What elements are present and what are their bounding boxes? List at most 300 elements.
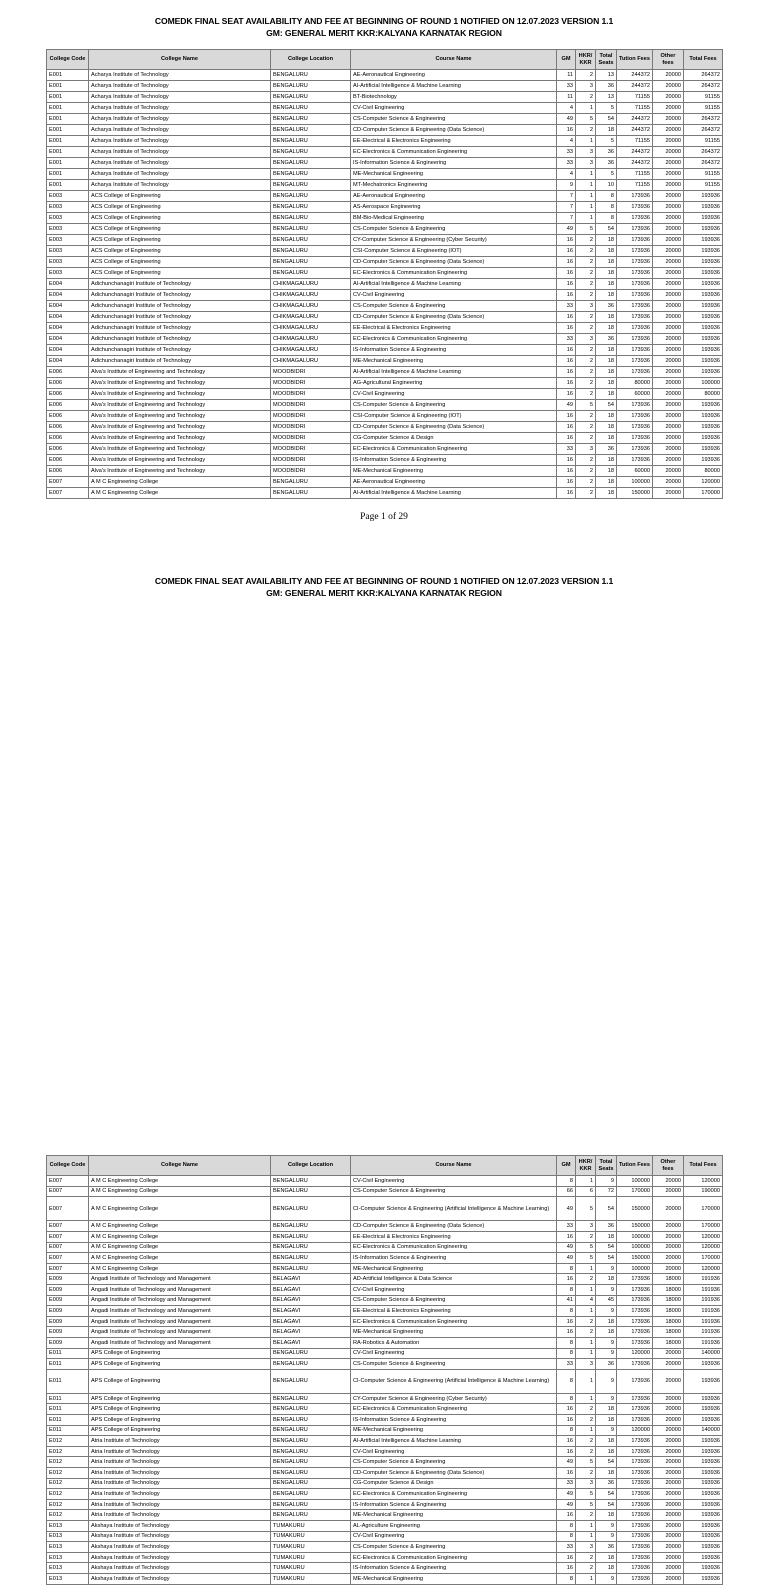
cell-college-name: Acharya Institute of Technology: [89, 158, 271, 169]
cell-tuition-fees: 60000: [617, 389, 653, 400]
header-total-seats: Total Seats: [596, 1156, 617, 1176]
header-course-name: Course Name: [351, 50, 557, 70]
cell-college-location: BENGALURU: [271, 81, 351, 92]
cell-tuition-fees: 173936: [617, 1457, 653, 1468]
table-row: [47, 235, 723, 246]
cell-tuition-fees: 173936: [617, 1274, 653, 1285]
cell-college-code: E004: [47, 323, 89, 334]
cell-tuition-fees: 244372: [617, 158, 653, 169]
cell-total-seats: 9: [596, 1573, 617, 1584]
cell-college-code: E012: [47, 1499, 89, 1510]
cell-total-fees: 193936: [684, 268, 723, 279]
cell-total-fees: 170000: [684, 1197, 723, 1221]
cell-course-name: IS-Information Science & Engineering: [351, 1253, 557, 1264]
cell-college-location: BENGALURU: [271, 1446, 351, 1457]
cell-tuition-fees: 173936: [617, 356, 653, 367]
cell-other-fees: 20000: [653, 444, 684, 455]
cell-total-fees: 264372: [684, 114, 723, 125]
cell-other-fees: 20000: [653, 1489, 684, 1500]
cell-course-name: CV-Civil Engineering: [351, 389, 557, 400]
cell-tuition-fees: 173936: [617, 279, 653, 290]
header-gm-seats: GM: [557, 1156, 576, 1176]
cell-tuition-fees: 173936: [617, 1510, 653, 1521]
cell-college-location: BENGALURU: [271, 224, 351, 235]
cell-kkr-seats: 1: [576, 213, 596, 224]
cell-total-seats: 54: [596, 400, 617, 411]
cell-college-location: BENGALURU: [271, 92, 351, 103]
table-row: [47, 1197, 723, 1221]
cell-tuition-fees: 173936: [617, 433, 653, 444]
cell-gm-seats: 16: [557, 378, 576, 389]
cell-tuition-fees: 173936: [617, 1478, 653, 1489]
cell-tuition-fees: 173936: [617, 367, 653, 378]
cell-course-name: IS-Information Science & Engineering: [351, 455, 557, 466]
cell-course-name: ME-Mechanical Engineering: [351, 1327, 557, 1338]
cell-other-fees: 20000: [653, 367, 684, 378]
cell-college-code: E009: [47, 1295, 89, 1306]
cell-college-code: E011: [47, 1404, 89, 1415]
table-row: [47, 356, 723, 367]
cell-college-name: Atria Institute of Technology: [89, 1499, 271, 1510]
table-row: [47, 202, 723, 213]
cell-kkr-seats: 2: [576, 378, 596, 389]
table-row: [47, 125, 723, 136]
cell-college-location: BENGALURU: [271, 477, 351, 488]
cell-total-fees: 193936: [684, 290, 723, 301]
cell-other-fees: 20000: [653, 1542, 684, 1553]
cell-gm-seats: 16: [557, 1510, 576, 1521]
cell-college-name: Atria Institute of Technology: [89, 1436, 271, 1447]
cell-kkr-seats: 1: [576, 1348, 596, 1359]
cell-course-name: AE-Aeronautical Engineering: [351, 70, 557, 81]
table-row: [47, 1316, 723, 1327]
table-row: [47, 301, 723, 312]
cell-gm-seats: 11: [557, 92, 576, 103]
cell-other-fees: 20000: [653, 1478, 684, 1489]
cell-gm-seats: 16: [557, 422, 576, 433]
document-title: COMEDK FINAL SEAT AVAILABILITY AND FEE AT BEGINNING OF ROUND 1 NOTIFIED ON 12.07.2023 VERSION 1.1: [154, 16, 614, 26]
cell-total-seats: 54: [596, 1242, 617, 1253]
cell-college-location: BELAGAVI: [271, 1274, 351, 1285]
cell-tuition-fees: 71155: [617, 92, 653, 103]
cell-college-name: Acharya Institute of Technology: [89, 92, 271, 103]
cell-other-fees: 20000: [653, 279, 684, 290]
cell-college-location: BENGALURU: [271, 136, 351, 147]
page-number: Page 1 of 29: [360, 512, 408, 522]
cell-other-fees: 20000: [653, 1263, 684, 1274]
table-row: [47, 1542, 723, 1553]
table-row: [47, 114, 723, 125]
cell-college-location: BENGALURU: [271, 158, 351, 169]
cell-gm-seats: 16: [557, 455, 576, 466]
cell-total-seats: 9: [596, 1337, 617, 1348]
cell-college-location: CHIKMAGALURU: [271, 334, 351, 345]
cell-total-fees: 193936: [684, 367, 723, 378]
cell-course-name: EE-Electrical & Electronics Engineering: [351, 323, 557, 334]
cell-gm-seats: 9: [557, 180, 576, 191]
cell-other-fees: 20000: [653, 334, 684, 345]
cell-college-code: E006: [47, 378, 89, 389]
cell-other-fees: 20000: [653, 1521, 684, 1532]
cell-total-seats: 8: [596, 213, 617, 224]
table-row: [47, 1478, 723, 1489]
cell-college-location: BENGALURU: [271, 1359, 351, 1370]
table-row: [47, 1253, 723, 1264]
cell-other-fees: 20000: [653, 433, 684, 444]
cell-college-location: BENGALURU: [271, 1186, 351, 1197]
cell-college-name: Alva's Institute of Engineering and Technology: [89, 466, 271, 477]
cell-course-name: IS-Information Science & Engineering: [351, 345, 557, 356]
cell-other-fees: 20000: [653, 103, 684, 114]
cell-gm-seats: 33: [557, 334, 576, 345]
cell-gm-seats: 7: [557, 202, 576, 213]
seat-fee-table: [46, 49, 723, 499]
cell-college-code: E006: [47, 444, 89, 455]
cell-college-name: Acharya Institute of Technology: [89, 147, 271, 158]
cell-total-seats: 18: [596, 433, 617, 444]
document-page-2: [0, 560, 768, 1582]
cell-total-seats: 18: [596, 367, 617, 378]
cell-course-name: CS-Computer Science & Engineering: [351, 301, 557, 312]
cell-tuition-fees: 173936: [617, 1393, 653, 1404]
cell-course-name: IS-Information Science & Engineering: [351, 1563, 557, 1574]
cell-total-fees: 120000: [684, 477, 723, 488]
table-row: [47, 466, 723, 477]
cell-course-name: EC-Electronics & Communication Engineering: [351, 1552, 557, 1563]
header-college-code: College Code: [47, 50, 89, 70]
header-other-fees: Other fees: [653, 50, 684, 70]
cell-other-fees: 20000: [653, 1393, 684, 1404]
cell-other-fees: 20000: [653, 136, 684, 147]
cell-college-name: ACS College of Engineering: [89, 246, 271, 257]
table-row: [47, 180, 723, 191]
cell-course-name: CSI-Computer Science & Engineering (IOT): [351, 411, 557, 422]
cell-college-location: BENGALURU: [271, 1348, 351, 1359]
cell-other-fees: 20000: [653, 1446, 684, 1457]
cell-total-seats: 18: [596, 1415, 617, 1426]
cell-gm-seats: 16: [557, 290, 576, 301]
cell-course-name: EE-Electrical & Electronics Engineering: [351, 136, 557, 147]
cell-total-fees: 193936: [684, 1510, 723, 1521]
cell-tuition-fees: 173936: [617, 1542, 653, 1553]
table-row: [47, 400, 723, 411]
header-college-name: College Name: [89, 50, 271, 70]
cell-college-location: TUMAKURU: [271, 1573, 351, 1584]
table-row: [47, 1552, 723, 1563]
cell-college-name: ACS College of Engineering: [89, 257, 271, 268]
cell-kkr-seats: 2: [576, 1446, 596, 1457]
cell-total-seats: 8: [596, 202, 617, 213]
cell-other-fees: 20000: [653, 235, 684, 246]
cell-kkr-seats: 2: [576, 268, 596, 279]
cell-kkr-seats: 3: [576, 444, 596, 455]
cell-college-name: Atria Institute of Technology: [89, 1446, 271, 1457]
table-row: [47, 1446, 723, 1457]
cell-college-code: E003: [47, 202, 89, 213]
cell-college-name: Alva's Institute of Engineering and Technology: [89, 411, 271, 422]
cell-college-location: BENGALURU: [271, 1253, 351, 1264]
cell-gm-seats: 33: [557, 1542, 576, 1553]
cell-college-name: Akshaya Institute of Technology: [89, 1531, 271, 1542]
cell-total-seats: 36: [596, 334, 617, 345]
cell-course-name: CD-Computer Science & Engineering (Data Science): [351, 257, 557, 268]
cell-gm-seats: 16: [557, 1316, 576, 1327]
cell-tuition-fees: 173936: [617, 246, 653, 257]
cell-college-location: MOODBIDRI: [271, 466, 351, 477]
table-row: [47, 1369, 723, 1393]
cell-kkr-seats: 3: [576, 1478, 596, 1489]
cell-total-fees: 140000: [684, 1425, 723, 1436]
cell-total-seats: 36: [596, 158, 617, 169]
cell-course-name: CS-Computer Science & Engineering: [351, 224, 557, 235]
cell-kkr-seats: 5: [576, 1197, 596, 1221]
cell-college-code: E006: [47, 411, 89, 422]
cell-total-fees: 80000: [684, 389, 723, 400]
cell-course-name: MT-Mechatronics Engineering: [351, 180, 557, 191]
cell-college-code: E011: [47, 1393, 89, 1404]
cell-college-code: E003: [47, 213, 89, 224]
cell-other-fees: 20000: [653, 213, 684, 224]
cell-total-fees: 193936: [684, 422, 723, 433]
cell-college-location: BELAGAVI: [271, 1295, 351, 1306]
cell-other-fees: 20000: [653, 246, 684, 257]
cell-tuition-fees: 100000: [617, 1242, 653, 1253]
cell-college-code: E001: [47, 81, 89, 92]
cell-kkr-seats: 1: [576, 169, 596, 180]
cell-college-code: E009: [47, 1327, 89, 1338]
cell-college-code: E012: [47, 1510, 89, 1521]
cell-college-location: MOODBIDRI: [271, 400, 351, 411]
cell-total-seats: 9: [596, 1369, 617, 1393]
cell-total-seats: 18: [596, 411, 617, 422]
cell-college-location: BENGALURU: [271, 70, 351, 81]
cell-college-location: BENGALURU: [271, 257, 351, 268]
cell-course-name: EC-Electronics & Communication Engineering: [351, 1242, 557, 1253]
cell-gm-seats: 16: [557, 367, 576, 378]
table-row: [47, 191, 723, 202]
cell-total-seats: 18: [596, 1404, 617, 1415]
cell-course-name: IS-Information Science & Engineering: [351, 1415, 557, 1426]
cell-course-name: RA-Robotics & Automation: [351, 1337, 557, 1348]
table-row: [47, 323, 723, 334]
cell-other-fees: 18000: [653, 1284, 684, 1295]
cell-total-fees: 80000: [684, 466, 723, 477]
cell-tuition-fees: 71155: [617, 136, 653, 147]
cell-gm-seats: 33: [557, 147, 576, 158]
cell-gm-seats: 16: [557, 279, 576, 290]
cell-college-name: Atria Institute of Technology: [89, 1489, 271, 1500]
cell-total-seats: 18: [596, 477, 617, 488]
cell-other-fees: 20000: [653, 312, 684, 323]
header-college-location: College Location: [271, 50, 351, 70]
cell-college-name: ACS College of Engineering: [89, 235, 271, 246]
cell-college-name: Atria Institute of Technology: [89, 1478, 271, 1489]
cell-other-fees: 18000: [653, 1337, 684, 1348]
cell-course-name: CS-Computer Science & Engineering: [351, 1359, 557, 1370]
cell-college-name: ACS College of Engineering: [89, 224, 271, 235]
cell-tuition-fees: 170000: [617, 1186, 653, 1197]
cell-tuition-fees: 71155: [617, 180, 653, 191]
cell-college-name: Acharya Institute of Technology: [89, 103, 271, 114]
cell-kkr-seats: 3: [576, 1542, 596, 1553]
cell-course-name: ME-Mechanical Engineering: [351, 1510, 557, 1521]
cell-college-code: E009: [47, 1274, 89, 1285]
cell-total-seats: 9: [596, 1348, 617, 1359]
cell-gm-seats: 16: [557, 1446, 576, 1457]
cell-college-name: Atria Institute of Technology: [89, 1457, 271, 1468]
table-row: [47, 1221, 723, 1232]
cell-total-fees: 193936: [684, 279, 723, 290]
cell-other-fees: 20000: [653, 345, 684, 356]
cell-college-location: BENGALURU: [271, 1478, 351, 1489]
cell-course-name: CD-Computer Science & Engineering (Data Science): [351, 1468, 557, 1479]
cell-college-name: Angadi Institute of Technology and Management: [89, 1295, 271, 1306]
cell-course-name: ME-Mechanical Engineering: [351, 356, 557, 367]
cell-kkr-seats: 2: [576, 1552, 596, 1563]
cell-total-fees: 170000: [684, 1253, 723, 1264]
cell-total-seats: 5: [596, 103, 617, 114]
table-row: [47, 367, 723, 378]
cell-kkr-seats: 3: [576, 147, 596, 158]
table-row: [47, 378, 723, 389]
header-other-fees: Other fees: [653, 1156, 684, 1176]
cell-course-name: EC-Electronics & Communication Engineering: [351, 1316, 557, 1327]
cell-college-location: BENGALURU: [271, 1176, 351, 1187]
table-row: [47, 92, 723, 103]
cell-college-location: TUMAKURU: [271, 1552, 351, 1563]
cell-total-seats: 9: [596, 1393, 617, 1404]
cell-course-name: BM-Bio-Medical Engineering: [351, 213, 557, 224]
cell-total-fees: 193936: [684, 202, 723, 213]
cell-college-code: E001: [47, 70, 89, 81]
cell-college-location: MOODBIDRI: [271, 378, 351, 389]
cell-college-location: MOODBIDRI: [271, 433, 351, 444]
cell-kkr-seats: 2: [576, 356, 596, 367]
cell-tuition-fees: 80000: [617, 378, 653, 389]
cell-gm-seats: 33: [557, 81, 576, 92]
cell-gm-seats: 49: [557, 1499, 576, 1510]
cell-college-name: Adichunchanagiri Institute of Technology: [89, 334, 271, 345]
cell-other-fees: 18000: [653, 1316, 684, 1327]
cell-other-fees: 20000: [653, 1369, 684, 1393]
cell-course-name: CG-Computer Science & Design: [351, 1478, 557, 1489]
cell-total-seats: 18: [596, 345, 617, 356]
cell-gm-seats: 16: [557, 466, 576, 477]
table-row: [47, 268, 723, 279]
cell-college-name: APS College of Engineering: [89, 1425, 271, 1436]
cell-college-location: BENGALURU: [271, 1393, 351, 1404]
cell-gm-seats: 16: [557, 477, 576, 488]
cell-gm-seats: 49: [557, 1489, 576, 1500]
cell-total-seats: 54: [596, 1197, 617, 1221]
cell-course-name: CS-Computer Science & Engineering: [351, 1457, 557, 1468]
header-tuition-fees: Tution Fees: [617, 50, 653, 70]
cell-tuition-fees: 173936: [617, 1552, 653, 1563]
cell-total-seats: 5: [596, 169, 617, 180]
cell-other-fees: 20000: [653, 147, 684, 158]
cell-other-fees: 20000: [653, 202, 684, 213]
cell-total-seats: 54: [596, 224, 617, 235]
cell-gm-seats: 8: [557, 1531, 576, 1542]
cell-college-location: BENGALURU: [271, 1197, 351, 1221]
cell-gm-seats: 8: [557, 1393, 576, 1404]
cell-college-location: BENGALURU: [271, 1231, 351, 1242]
cell-kkr-seats: 1: [576, 1263, 596, 1274]
document-title: COMEDK FINAL SEAT AVAILABILITY AND FEE AT BEGINNING OF ROUND 1 NOTIFIED ON 12.07.2023 VERSION 1.1: [154, 576, 614, 586]
cell-course-name: CS-Computer Science & Engineering: [351, 114, 557, 125]
cell-tuition-fees: 150000: [617, 1197, 653, 1221]
cell-kkr-seats: 1: [576, 1573, 596, 1584]
cell-college-code: E009: [47, 1316, 89, 1327]
cell-other-fees: 20000: [653, 1531, 684, 1542]
table-row: [47, 1231, 723, 1242]
cell-kkr-seats: 2: [576, 466, 596, 477]
cell-college-name: Angadi Institute of Technology and Management: [89, 1316, 271, 1327]
cell-course-name: CS-Computer Science & Engineering: [351, 1295, 557, 1306]
cell-total-fees: 193936: [684, 1563, 723, 1574]
cell-other-fees: 20000: [653, 389, 684, 400]
cell-total-seats: 36: [596, 301, 617, 312]
cell-college-code: E001: [47, 158, 89, 169]
cell-tuition-fees: 173936: [617, 455, 653, 466]
cell-course-name: ME-Mechanical Engineering: [351, 1573, 557, 1584]
cell-gm-seats: 16: [557, 246, 576, 257]
cell-total-seats: 18: [596, 246, 617, 257]
cell-college-location: BENGALURU: [271, 114, 351, 125]
cell-tuition-fees: 173936: [617, 257, 653, 268]
cell-kkr-seats: 3: [576, 1359, 596, 1370]
cell-total-fees: 193936: [684, 345, 723, 356]
cell-gm-seats: 16: [557, 1327, 576, 1338]
cell-college-location: BENGALURU: [271, 103, 351, 114]
cell-total-fees: 193936: [684, 433, 723, 444]
cell-course-name: ME-Mechanical Engineering: [351, 466, 557, 477]
cell-other-fees: 20000: [653, 114, 684, 125]
cell-other-fees: 20000: [653, 1510, 684, 1521]
cell-college-name: Akshaya Institute of Technology: [89, 1573, 271, 1584]
cell-course-name: CD-Computer Science & Engineering (Data Science): [351, 1221, 557, 1232]
cell-college-name: Acharya Institute of Technology: [89, 180, 271, 191]
cell-gm-seats: 7: [557, 191, 576, 202]
cell-college-name: Adichunchanagiri Institute of Technology: [89, 312, 271, 323]
cell-total-fees: 170000: [684, 1221, 723, 1232]
cell-total-fees: 191936: [684, 1284, 723, 1295]
cell-total-seats: 18: [596, 1510, 617, 1521]
cell-gm-seats: 49: [557, 1457, 576, 1468]
cell-total-seats: 54: [596, 114, 617, 125]
table-row: [47, 1510, 723, 1521]
cell-tuition-fees: 120000: [617, 1348, 653, 1359]
cell-kkr-seats: 1: [576, 103, 596, 114]
cell-course-name: EC-Electronics & Communication Engineering: [351, 1489, 557, 1500]
cell-total-fees: 193936: [684, 1393, 723, 1404]
cell-college-code: E012: [47, 1478, 89, 1489]
cell-tuition-fees: 173936: [617, 235, 653, 246]
cell-total-fees: 193936: [684, 312, 723, 323]
cell-college-code: E012: [47, 1489, 89, 1500]
cell-kkr-seats: 2: [576, 367, 596, 378]
cell-kkr-seats: 1: [576, 202, 596, 213]
table-row: [47, 1393, 723, 1404]
cell-tuition-fees: 173936: [617, 334, 653, 345]
cell-gm-seats: 66: [557, 1186, 576, 1197]
cell-course-name: EE-Electrical & Electronics Engineering: [351, 1231, 557, 1242]
cell-college-name: Acharya Institute of Technology: [89, 81, 271, 92]
cell-gm-seats: 7: [557, 213, 576, 224]
cell-kkr-seats: 2: [576, 312, 596, 323]
cell-total-fees: 191936: [684, 1306, 723, 1317]
cell-total-seats: 36: [596, 444, 617, 455]
